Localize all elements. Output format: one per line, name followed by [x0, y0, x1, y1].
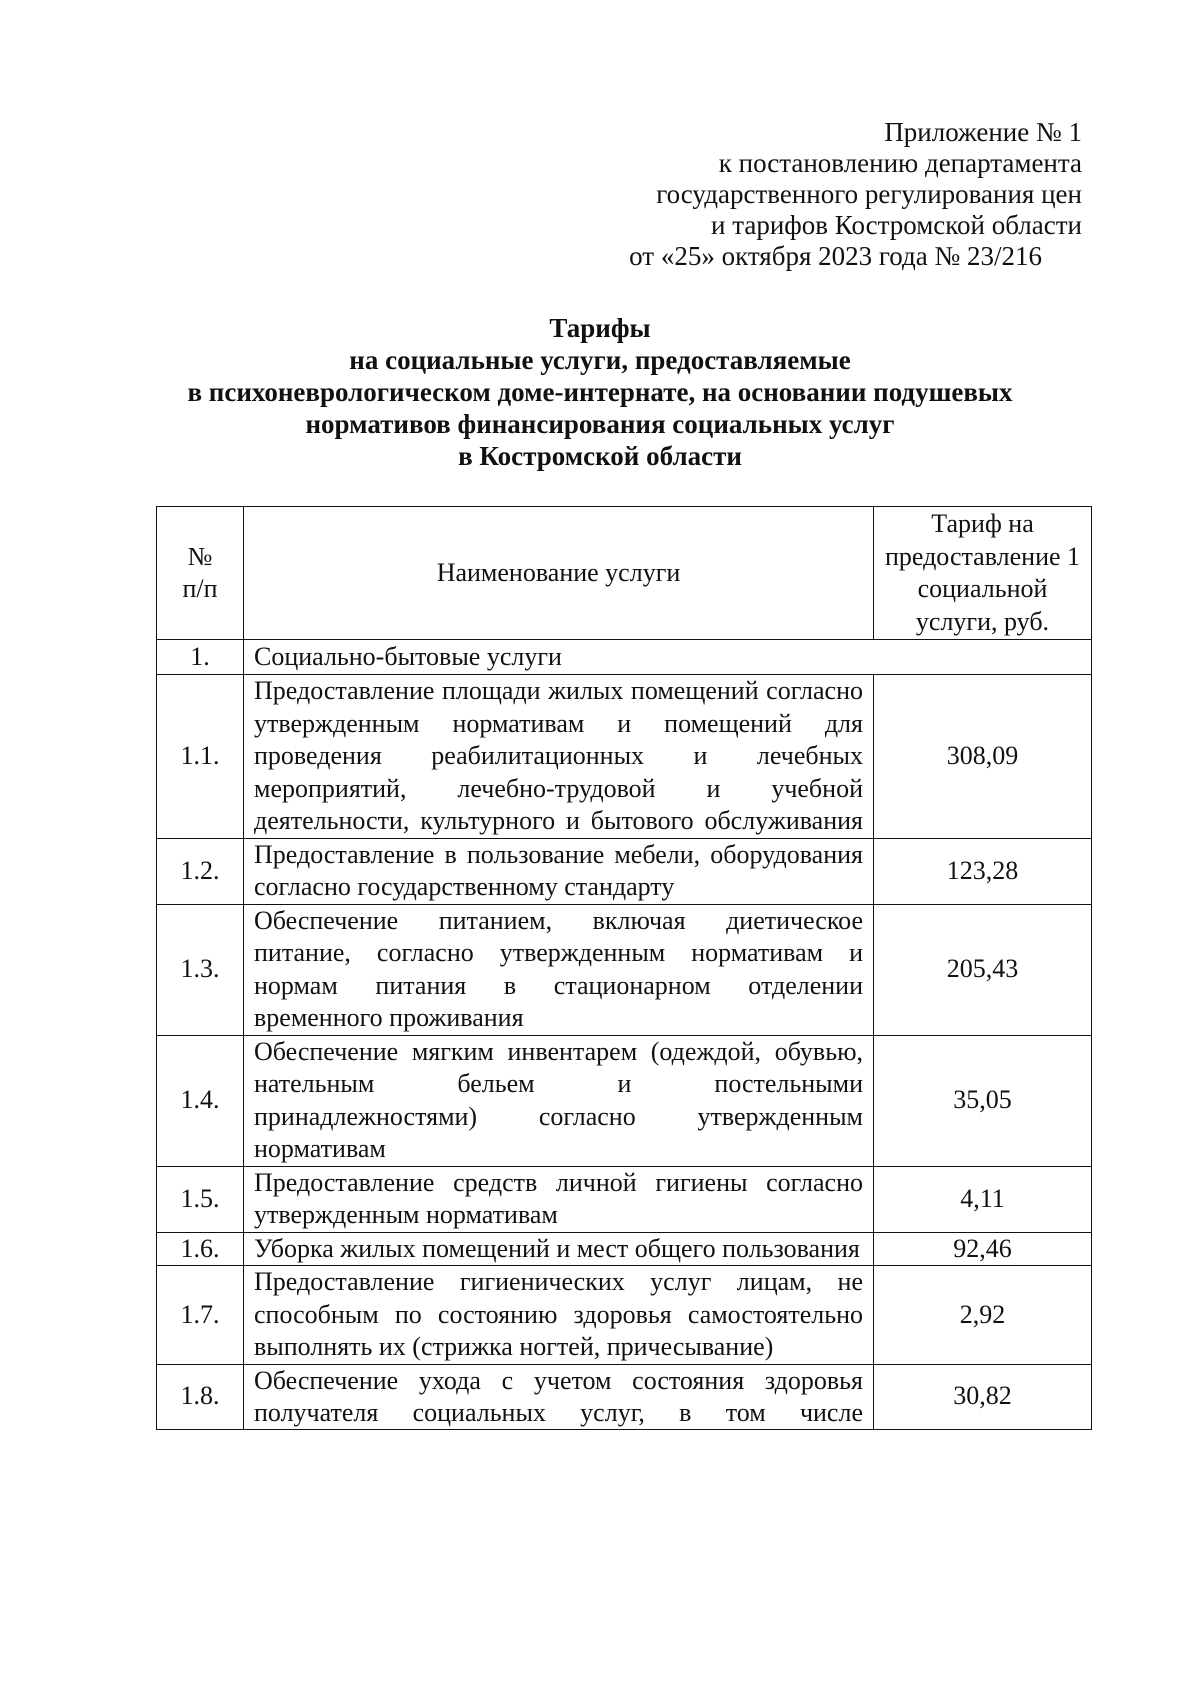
row-price: 92,46 — [874, 1232, 1092, 1266]
appendix-line: и тарифов Костромской области — [711, 210, 1082, 240]
table-row — [157, 904, 1092, 1035]
row-name: Предоставление гигиенических услуг лицам, не способным по состоянию здоровья самостоятельно выполнять их (стрижка ногтей, причесывание) — [244, 1266, 874, 1365]
row-price: 4,11 — [874, 1166, 1092, 1232]
section-name: Социально-бытовые услуги — [244, 640, 1092, 675]
title-line: на социальные услуги, предоставляемые — [349, 345, 851, 375]
row-name-clip — [254, 1365, 863, 1429]
row-name: Обеспечение мягким инвентарем (одеждой, обувью, нательным бельем и постельными принадлежностями) согласно утвержденным нормативам — [244, 1035, 874, 1166]
appendix-line: от «25» октября 2023 года № 23/216 — [629, 241, 1042, 271]
table-row — [157, 1266, 1092, 1365]
row-num: 1.5. — [157, 1166, 244, 1232]
row-name: Уборка жилых помещений и мест общего пользования — [244, 1232, 874, 1266]
header-name: Наименование услуги — [244, 507, 874, 640]
row-num: 1.4. — [157, 1035, 244, 1166]
section-row — [157, 640, 1092, 675]
table-row — [157, 1166, 1092, 1232]
appendix-line: к постановлению департамента — [718, 148, 1082, 178]
row-price: 205,43 — [874, 904, 1092, 1035]
row-price: 123,28 — [874, 838, 1092, 904]
row-price: 35,05 — [874, 1035, 1092, 1166]
table-row — [157, 1035, 1092, 1166]
row-name: Предоставление средств личной гигиены согласно утвержденным нормативам — [244, 1166, 874, 1232]
title-line: Тарифы — [549, 313, 651, 343]
row-name: Предоставление в пользование мебели, оборудования согласно государственному стандарту — [244, 838, 874, 904]
row-name-cell — [244, 1364, 874, 1429]
table-row — [157, 1364, 1092, 1429]
title-line: нормативов финансирования социальных услуг — [305, 409, 895, 439]
row-name: Предоставление площади жилых помещений согласно утвержденным нормативам и помещений для проведения реабилитационных и лечебных мероприятий, лечебно-трудовой и учебной деятельности, культурного и бытового обслуживания — [244, 675, 874, 839]
appendix-line: государственного регулирования цен — [656, 179, 1082, 209]
table-header-row — [157, 507, 1092, 640]
section-num: 1. — [157, 640, 244, 675]
title-line: в Костромской области — [458, 441, 742, 471]
header-tariff: Тариф на предоставление 1 социальной услуги, руб. — [874, 507, 1092, 640]
row-num: 1.2. — [157, 838, 244, 904]
row-name: Обеспечение ухода с учетом состояния здоровья получателя социальных услуг, в том числе — [254, 1365, 863, 1427]
row-name: Обеспечение питанием, включая диетическое питание, согласно утвержденным нормативам и нормам питания в стационарном отделении временного проживания — [244, 904, 874, 1035]
table-row — [157, 1232, 1092, 1266]
row-num: 1.1. — [157, 675, 244, 839]
row-num: 1.7. — [157, 1266, 244, 1365]
row-price: 2,92 — [874, 1266, 1092, 1365]
row-num: 1.3. — [157, 904, 244, 1035]
title-line: в психоневрологическом доме-интернате, на основании подушевых — [187, 377, 1013, 407]
appendix-block — [629, 117, 1082, 272]
row-num: 1.8. — [157, 1364, 244, 1429]
row-price: 30,82 — [874, 1364, 1092, 1429]
header-num: № п/п — [157, 507, 244, 640]
row-num: 1.6. — [157, 1232, 244, 1266]
row-price: 308,09 — [874, 675, 1092, 839]
document-title — [0, 312, 1200, 472]
appendix-line: Приложение № 1 — [884, 117, 1082, 147]
table-row — [157, 675, 1092, 839]
table-row — [157, 838, 1092, 904]
tariffs-table — [156, 506, 1092, 1430]
